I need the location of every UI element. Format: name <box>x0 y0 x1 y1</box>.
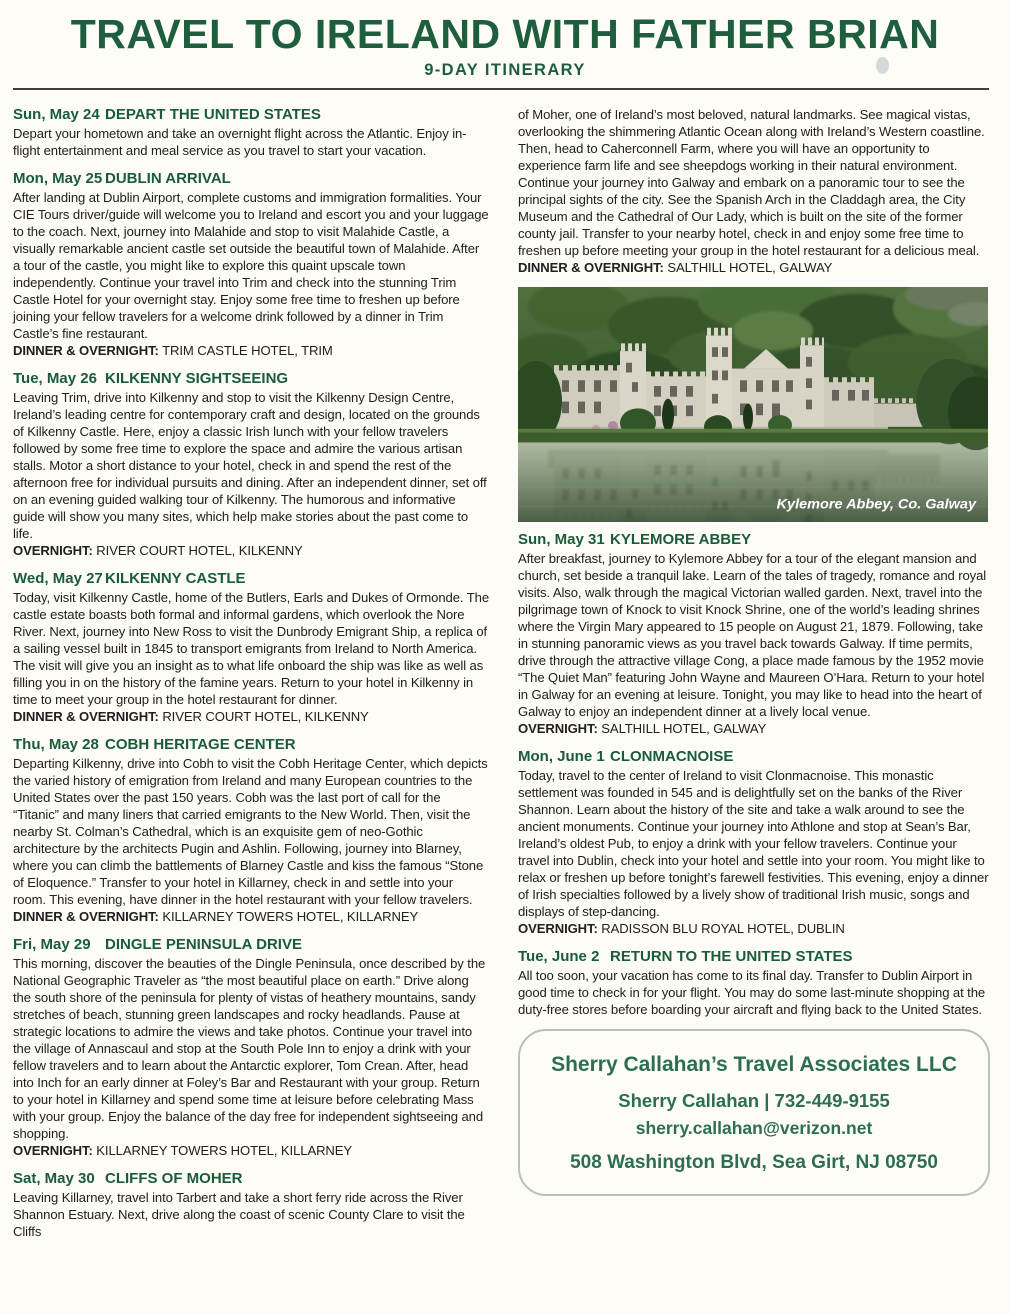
hotel-label: OVERNIGHT: <box>13 1143 93 1158</box>
hotel-line <box>13 708 489 725</box>
day-description: Leaving Trim, drive into Kilkenny and stop to visit the Kilkenny Design Centre, Ireland’s leading centre for contemporary craft and design, located on the grounds of Kilkenny Castle. Here, enjoy a classic Irish lunch with your fellow travelers followed by some free time to explore the space and admire the various artisan stalls. Motor a short distance to your hotel, check in and spend the rest of the afternoon free for individual pursuits and dining. After an independent dinner, set off on an evening guided walking tour of Kilkenny. The humorous and informative guide will show you many sites, which help make stories about the past come to life. <box>13 390 487 541</box>
day-heading <box>13 1170 489 1187</box>
day-description: Depart your hometown and take an overnight flight across the Atlantic. Enjoy in-flight entertainment and meal service as you travel to start your vacation. <box>13 126 467 158</box>
hotel-value: SALTHILL HOTEL, GALWAY <box>601 721 767 736</box>
header-divider <box>13 88 989 90</box>
travel-agency-contact-card <box>518 1029 990 1196</box>
hotel-value: SALTHILL HOTEL, GALWAY <box>667 260 833 275</box>
day-date: Fri, May 29 <box>13 936 91 953</box>
page-title: TRAVEL TO IRELAND WITH FATHER BRIAN <box>70 11 940 57</box>
hotel-label: DINNER & OVERNIGHT: <box>13 909 159 924</box>
itinerary-day-10 <box>518 948 990 1018</box>
hotel-value: KILLARNEY TOWERS HOTEL, KILLARNEY <box>96 1143 353 1158</box>
right-column <box>518 106 990 1196</box>
day-heading <box>518 748 990 765</box>
page-header <box>0 0 1010 80</box>
day-date: Mon, June 1 <box>518 748 605 765</box>
scan-smudge-artifact <box>876 57 889 74</box>
day-title: KILKENNY SIGHTSEEING <box>105 370 289 387</box>
photo-caption: Kylemore Abbey, Co. Galway <box>776 496 976 513</box>
day-title: RETURN TO THE UNITED STATES <box>610 948 853 965</box>
hotel-value: TRIM CASTLE HOTEL, TRIM <box>162 343 333 358</box>
hotel-value: RIVER COURT HOTEL, KILKENNY <box>96 543 303 558</box>
day-description: Departing Kilkenny, drive into Cobh to visit the Cobh Heritage Center, which depicts the varied history of emigration from Ireland and many European countries to the United States over the past 150 years. Cobh was the last port of call for the “Titanic” and many liners that carried emigrants to the New World. Then, visit the nearby St. Colman’s Cathedral, which is an exquisite gem of neo-Gothic architecture by the architects Pugin and Ashlin. Following, journey into Blarney, where you can climb the battlements of Blarney Castle and kiss the famous “Stone of Eloquence.” Transfer to your hotel in Killarney, check in and settle into your room. This evening, have dinner in the hotel restaurant with your fellow travelers. <box>13 756 488 907</box>
day-description: All too soon, your vacation has come to its final day. Transfer to Dublin Airport in good time to check in for your flight. You may do some last-minute shopping at the duty-free stores before boarding your aircraft and flying back to the United States. <box>518 968 986 1017</box>
day-date: Tue, June 2 <box>518 948 600 965</box>
itinerary-day-8 <box>518 531 990 737</box>
hotel-label: OVERNIGHT: <box>518 921 598 936</box>
page-subtitle: 9-DAY ITINERARY <box>424 61 586 80</box>
day-description: This morning, discover the beauties of the Dingle Peninsula, once described by the National Geographic Traveler as “the most beautiful place on earth.” Drive along the south shore of the peninsula for plenty of vistas of heathery mountains, sandy stretches of beach, stunning green landscapes and rocky headlands. Pause at strategic locations to admire the views and take photos. Continue your travel into the village of Annascaul and stop at the South Pole Inn to enjoy a drink with your fellow travelers and to learn about the Antarctic explorer, Tom Crean. After, head into Inch for an early dinner at Foley’s Bar and Restaurant with your group. Return to your hotel in Killarney and spend some time at leisure before celebrating Mass with your group. Enjoy the balance of the day free for independent sightseeing and shopping. <box>13 956 486 1141</box>
hotel-label: OVERNIGHT: <box>13 543 93 558</box>
day-description: After landing at Dublin Airport, complete customs and immigration formalities. Your CIE Tours driver/guide will welcome you to Ireland and escort you and your luggage to the coach. Next, journey into Malahide and stop to visit Malahide Castle, a visually remarkable ancient castle set outside the beautiful town of Malahide. After a tour of the castle, you might like to explore this quaint upscale town independently. Continue your travel into Trim and check into the stunning Trim Castle Hotel for your overnight stay. Enjoy some free time to freshen up before joining your fellow travelers for a welcome drink followed by a dinner in Trim Castle’s fine restaurant. <box>13 190 489 341</box>
hotel-line <box>518 259 990 276</box>
itinerary-day-4 <box>13 570 489 725</box>
day-date: Mon, May 25 <box>13 170 103 187</box>
day-description-continued: of Moher, one of Ireland’s most beloved, natural landmarks. See magical vistas, overlooking the shimmering Atlantic Ocean along with Ireland’s Western coastline. Then, head to Caherconnell Farm, where you will have an opportunity to experience farm life and see sheepdogs working in their natural environment. Continue your journey into Galway and embark on a panoramic tour to see the principal sights of the city. See the Spanish Arch in the Claddagh area, the City Museum and the Cathedral of Our Lady, which is built on the site of the former county jail. Transfer to your nearby hotel, check in and enjoy some free time to freshen up before meeting your group in the hotel restaurant for a delicious meal. <box>518 107 985 258</box>
agency-email: sherry.callahan@verizon.net <box>635 1118 873 1138</box>
day-date: Sat, May 30 <box>13 1170 95 1187</box>
itinerary-day-6 <box>13 936 489 1159</box>
day-heading <box>13 170 489 187</box>
itinerary-day-1 <box>13 106 489 159</box>
agency-address: 508 Washington Blvd, Sea Girt, NJ 08750 <box>570 1152 938 1173</box>
day-date: Tue, May 26 <box>13 370 97 387</box>
hedge-highlight <box>518 429 988 433</box>
day-date: Sun, May 31 <box>518 531 605 548</box>
hotel-line <box>518 920 990 937</box>
day-title: DINGLE PENINSULA DRIVE <box>105 936 302 953</box>
day-heading <box>13 106 489 123</box>
day-heading <box>518 531 990 548</box>
left-column <box>13 106 489 1251</box>
hotel-line <box>13 542 489 559</box>
day-title: KYLEMORE ABBEY <box>610 531 752 548</box>
itinerary-day-7 <box>13 1170 489 1240</box>
day-title: DUBLIN ARRIVAL <box>105 170 231 187</box>
hotel-value: RIVER COURT HOTEL, KILKENNY <box>162 709 369 724</box>
day-title: CLONMACNOISE <box>610 748 734 765</box>
day-heading <box>518 948 990 965</box>
itinerary-day-2 <box>13 170 489 359</box>
hotel-label: OVERNIGHT: <box>518 721 598 736</box>
day-heading <box>13 736 489 753</box>
day-date: Sun, May 24 <box>13 106 100 123</box>
itinerary-day-9 <box>518 748 990 937</box>
agency-name: Sherry Callahan’s Travel Associates LLC <box>551 1053 957 1076</box>
hotel-label: DINNER & OVERNIGHT: <box>13 709 159 724</box>
hotel-value: RADISSON BLU ROYAL HOTEL, DUBLIN <box>601 921 845 936</box>
day-date: Wed, May 27 <box>13 570 103 587</box>
hotel-value: KILLARNEY TOWERS HOTEL, KILLARNEY <box>162 909 419 924</box>
day-heading <box>13 370 489 387</box>
hotel-label: DINNER & OVERNIGHT: <box>13 343 159 358</box>
itinerary-day-7-continued <box>518 106 990 276</box>
day-title: KILKENNY CASTLE <box>105 570 246 587</box>
hotel-line <box>13 342 489 359</box>
hotel-label: DINNER & OVERNIGHT: <box>518 260 664 275</box>
itinerary-day-5 <box>13 736 489 925</box>
day-description: Today, travel to the center of Ireland to visit Clonmacnoise. This monastic settlement was founded in 545 and is delightfully set on the banks of the River Shannon. Learn about the history of the site and take a walk around to see the ancient monuments. Continue your journey into Athlone and stop at Sean’s Bar, Ireland’s oldest Pub, to enjoy a drink with your fellow travelers. Continue your travel into Dublin, check into your hotel and settle into your room. You might like to relax or freshen up before tonight’s farewell festivities. This evening, enjoy a dinner of Irish specialties followed by a lively show of traditional Irish music, songs and displays of step-dancing. <box>518 768 989 919</box>
day-heading <box>13 936 489 953</box>
day-title: COBH HERITAGE CENTER <box>105 736 296 753</box>
itinerary-day-3 <box>13 370 489 559</box>
day-description: Leaving Killarney, travel into Tarbert and take a short ferry ride across the River Shannon Estuary. Next, drive along the coast of scenic County Clare to visit the Cliffs <box>13 1190 465 1239</box>
day-title: DEPART THE UNITED STATES <box>105 106 321 123</box>
kylemore-abbey-photo <box>518 287 988 522</box>
day-heading <box>13 570 489 587</box>
day-description: Today, visit Kilkenny Castle, home of the Butlers, Earls and Dukes of Ormonde. The castle estate boasts both formal and informal gardens, which overlook the Nore River. Next, journey into New Ross to visit the Dunbrody Emigrant Ship, a replica of a sailing vessel built in 1845 to transport emigrants from Ireland to North America. The visit will give you an insight as to what life onboard the ship was like as well as filling you in on the history of the famine years. Return to your hotel in Kilkenny in time to meet your group in the hotel restaurant for dinner. <box>13 590 490 707</box>
agent-name-and-phone: Sherry Callahan | 732-449-9155 <box>618 1090 890 1111</box>
hotel-line <box>13 1142 489 1159</box>
day-title: CLIFFS OF MOHER <box>105 1170 243 1187</box>
hedge <box>518 433 988 443</box>
hotel-line <box>13 908 489 925</box>
day-date: Thu, May 28 <box>13 736 99 753</box>
hotel-line <box>518 720 990 737</box>
day-description: After breakfast, journey to Kylemore Abbey for a tour of the elegant mansion and church, set beside a tranquil lake. Learn of the tales of tragedy, romance and royal visits. Also, walk through the magical Victorian walled garden. Next, travel into the pilgrimage town of Knock to visit Knock Shrine, one of the world’s leading shrines where the Virgin Mary appeared to 15 people on August 21, 1879. Following, take in stunning panoramic views as you travel back towards Galway. If time permits, drive through the attractive village Cong, a place made famous by the 1952 movie “The Quiet Man” featuring John Wayne and Maureen O’Hara. Return to your hotel in Galway for an evening at leisure. Tonight, you may like to head into the heart of Galway to enjoy an independent dinner at a lively local venue. <box>518 551 987 719</box>
